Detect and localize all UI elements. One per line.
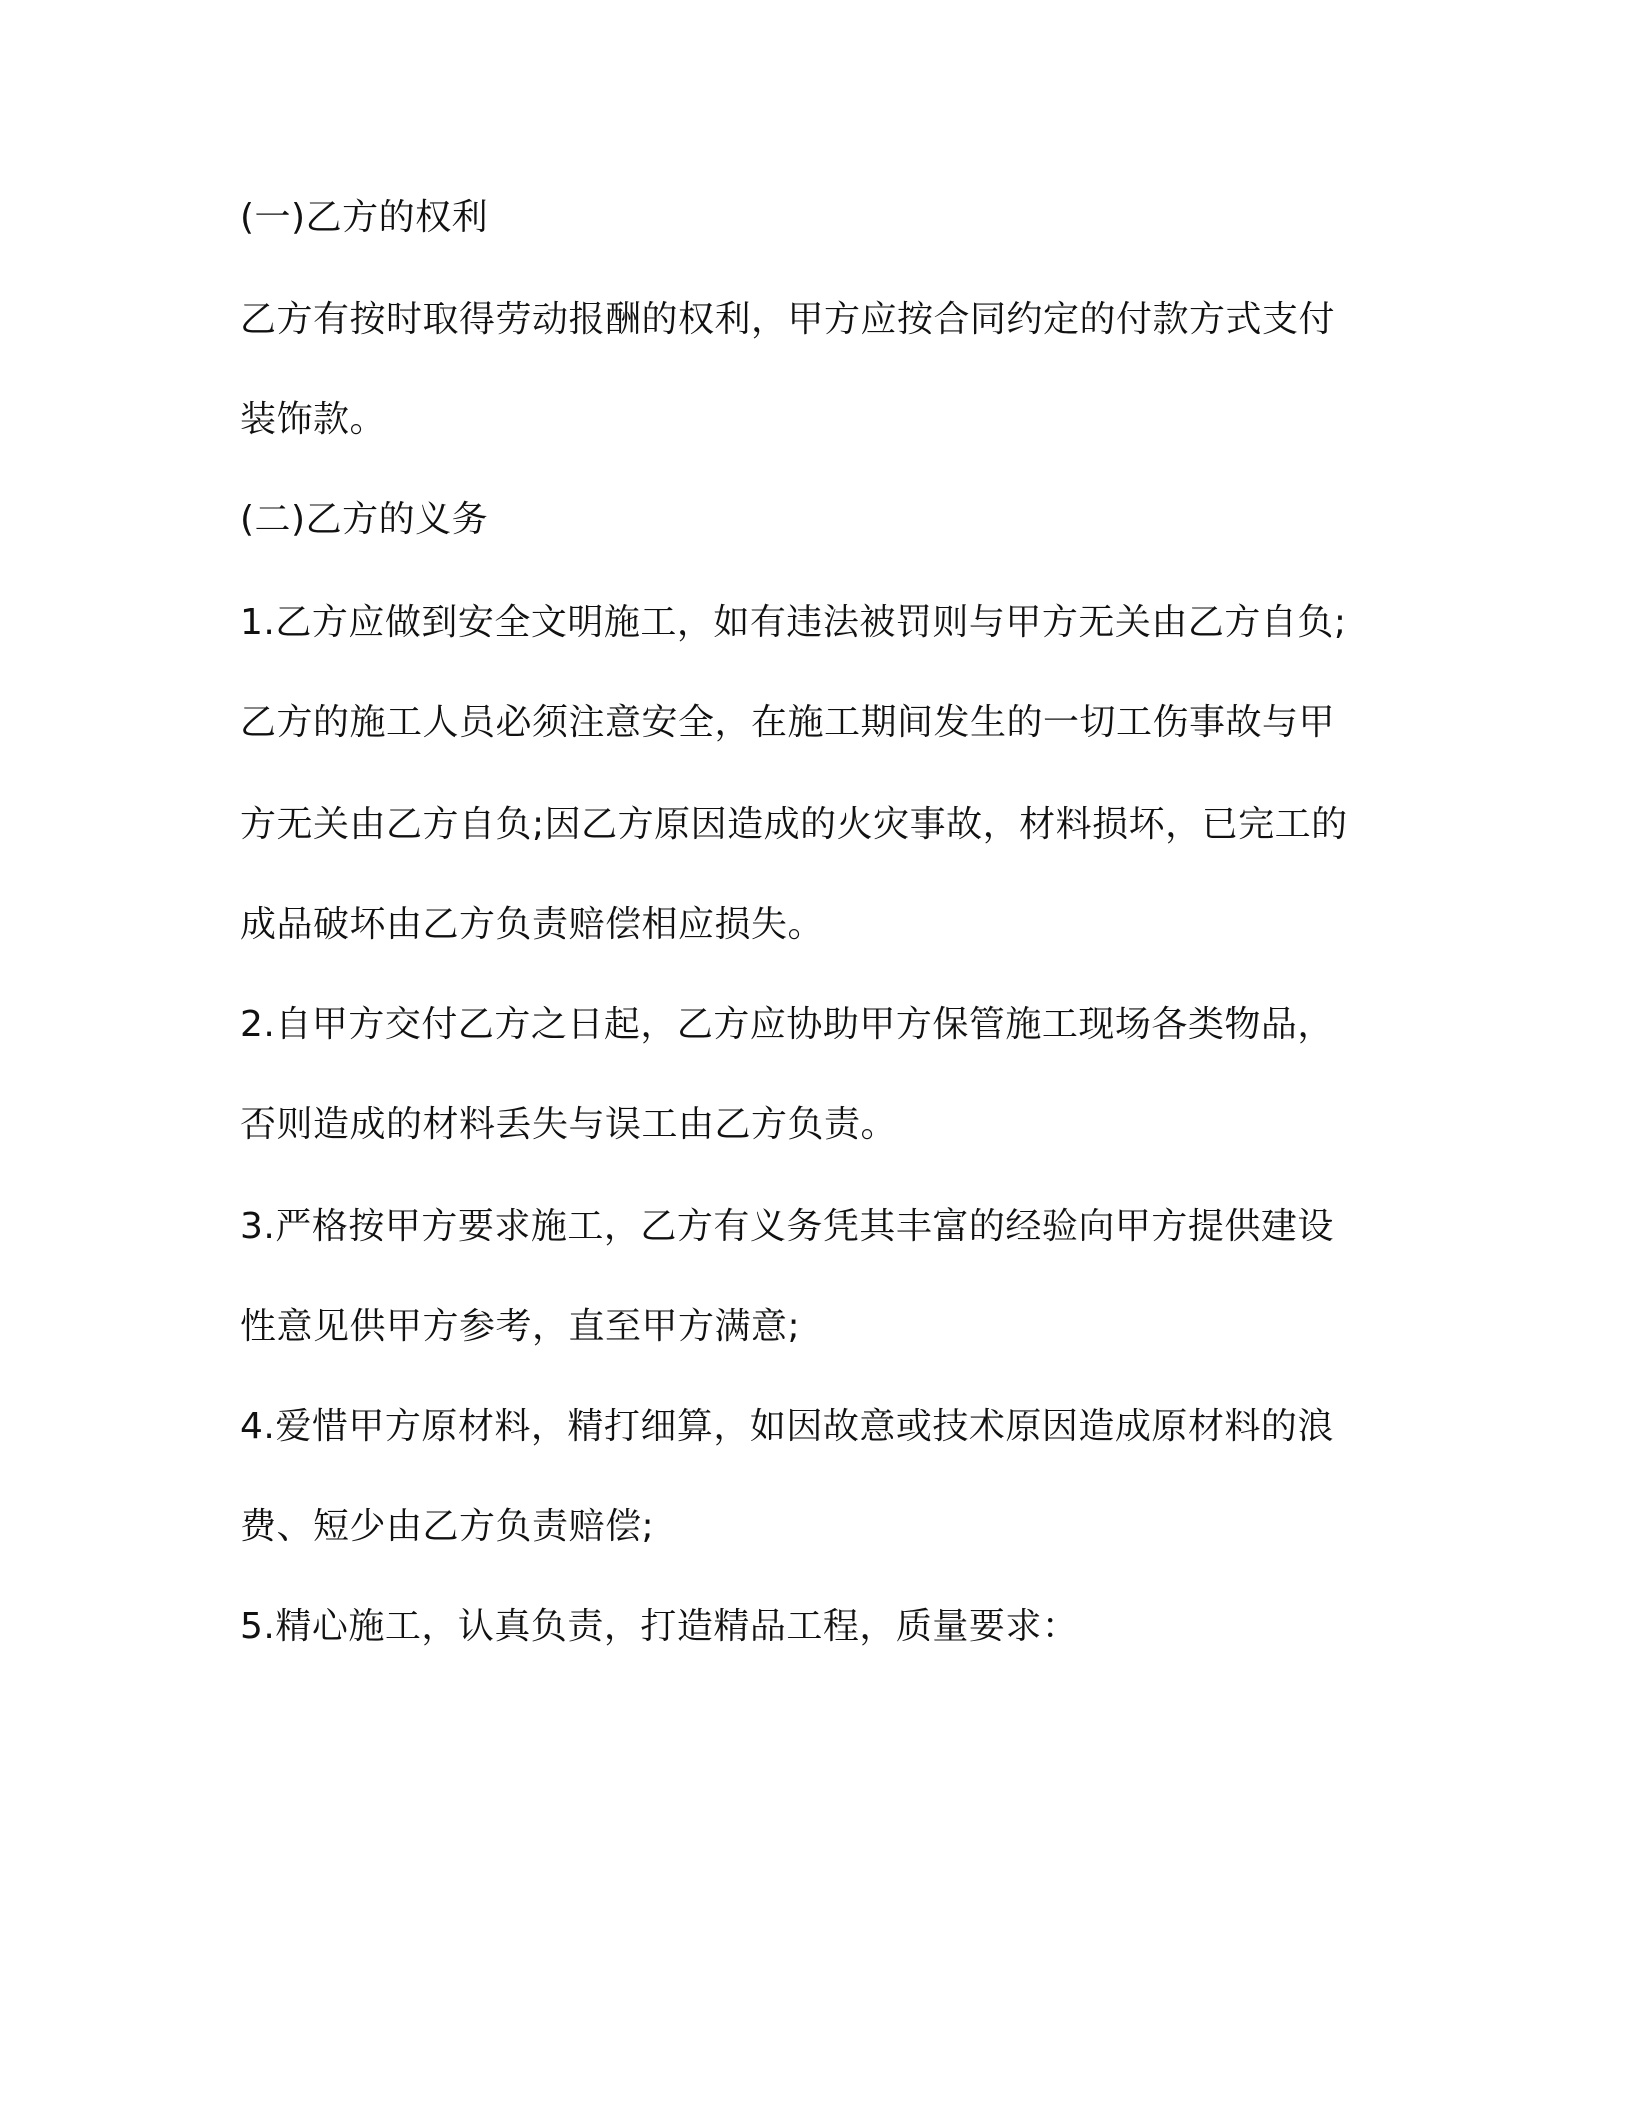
- clause-1-line-4: 成品破坏由乙方负责赔偿相应损失。: [240, 904, 825, 945]
- clause-1-line-1: 1.乙方应做到安全文明施工，如有违法被罚则与甲方无关由乙方自负;: [240, 602, 1347, 643]
- paragraph-rights-line-1: 乙方有按时取得劳动报酬的权利，甲方应按合同约定的付款方式支付: [240, 299, 1336, 340]
- section-heading-obligations: (二)乙方的义务: [240, 499, 489, 540]
- paragraph-rights-line-2: 装饰款。: [240, 399, 387, 440]
- clause-2-line-2: 否则造成的材料丢失与误工由乙方负责。: [240, 1104, 898, 1145]
- clause-5-line-1: 5.精心施工，认真负责，打造精品工程，质量要求：: [240, 1606, 1079, 1647]
- clause-2-line-1: 2.自甲方交付乙方之日起，乙方应协助甲方保管施工现场各类物品，: [240, 1004, 1334, 1045]
- clause-3-line-2: 性意见供甲方参考，直至甲方满意;: [240, 1306, 801, 1347]
- clause-1-line-3: 方无关由乙方自负;因乙方原因造成的火灾事故，材料损坏，已完工的: [240, 804, 1348, 845]
- section-heading-rights: (一)乙方的权利: [240, 197, 489, 238]
- clause-4-line-1: 4.爱惜甲方原材料，精打细算，如因故意或技术原因造成原材料的浪: [240, 1406, 1334, 1447]
- clause-3-line-1: 3.严格按甲方要求施工，乙方有义务凭其丰富的经验向甲方提供建设: [240, 1206, 1334, 1247]
- clause-4-line-2: 费、短少由乙方负责赔偿;: [240, 1506, 655, 1547]
- clause-1-line-2: 乙方的施工人员必须注意安全，在施工期间发生的一切工伤事故与甲: [240, 702, 1336, 743]
